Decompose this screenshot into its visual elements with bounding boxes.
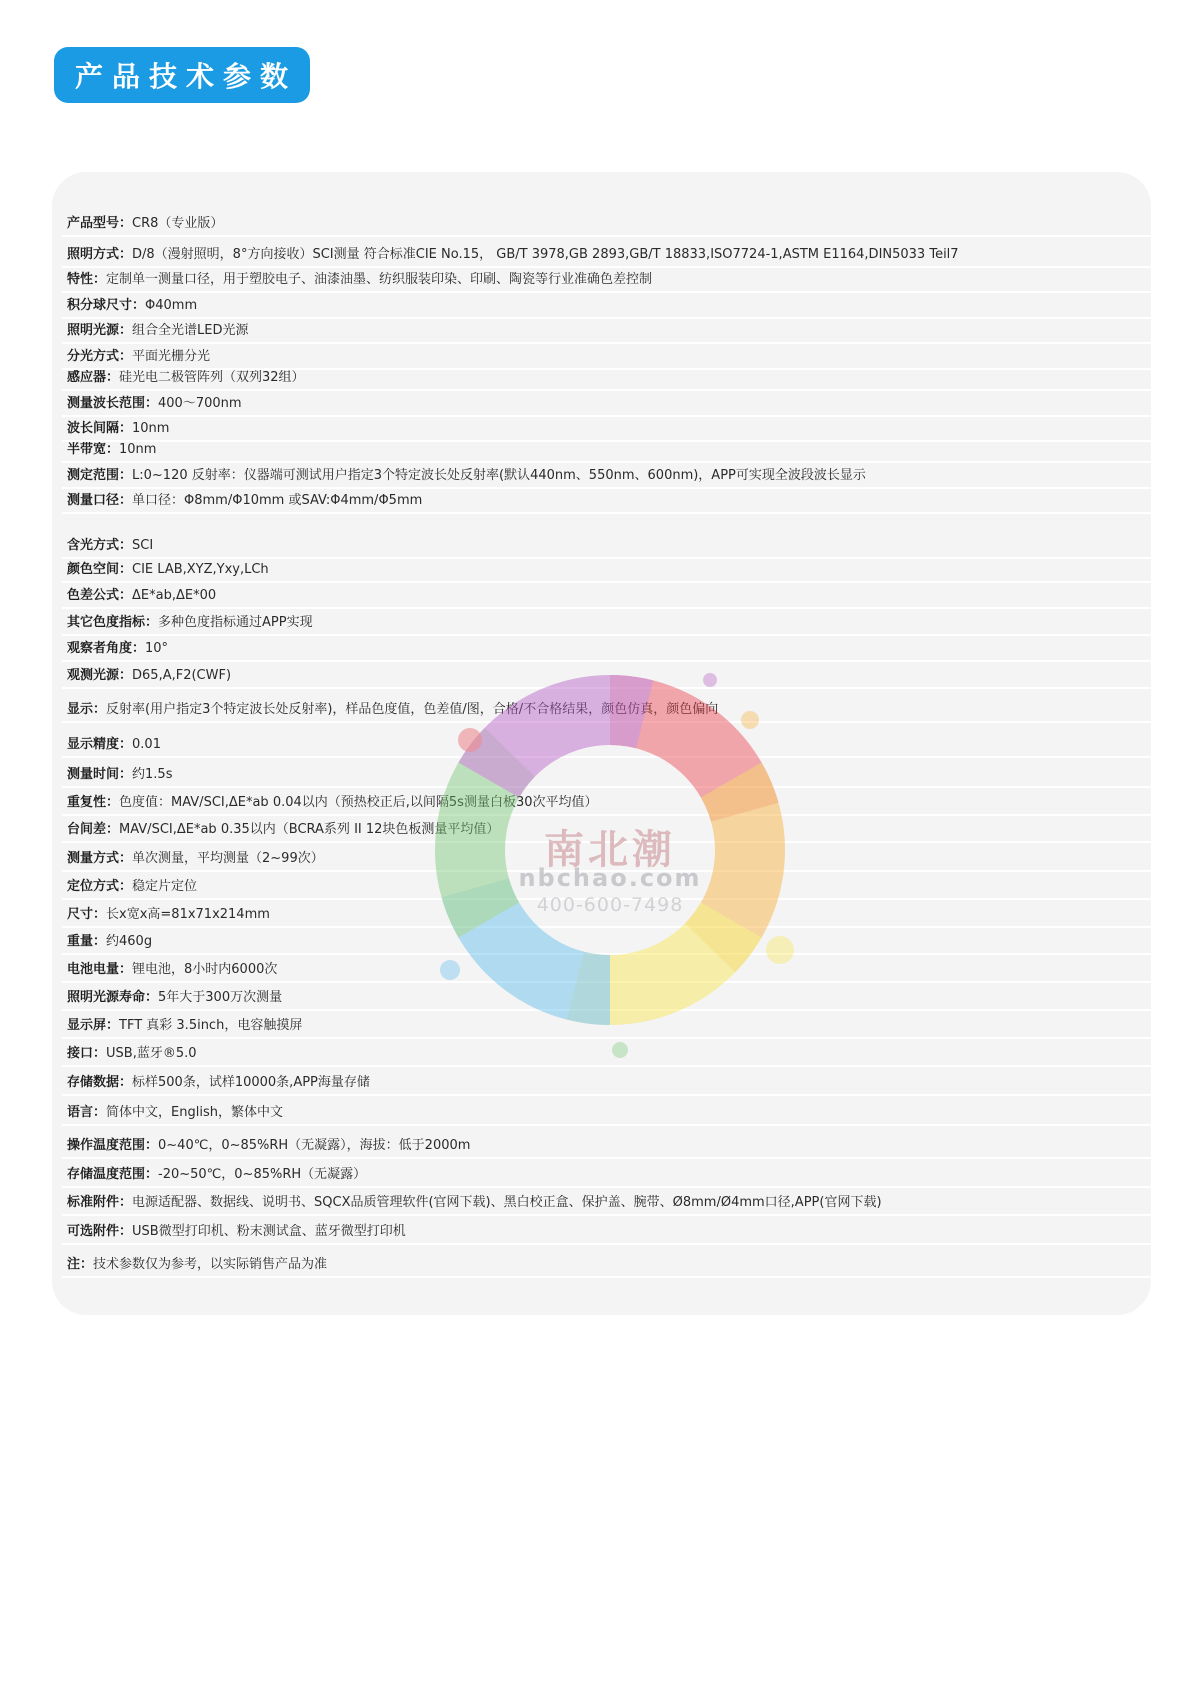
spec-label: 观测光源： bbox=[67, 668, 133, 683]
spec-row bbox=[62, 636, 1151, 662]
spec-label: 测量波长范围： bbox=[67, 396, 159, 411]
spec-label: 显示精度： bbox=[67, 737, 133, 752]
spec-row bbox=[62, 662, 1151, 689]
spec-label: 颜色空间： bbox=[67, 562, 133, 577]
spec-row bbox=[62, 463, 1151, 489]
spec-label: 含光方式： bbox=[67, 538, 133, 553]
spec-row bbox=[62, 723, 1151, 758]
spec-row bbox=[62, 583, 1151, 609]
spec-row bbox=[62, 370, 1151, 391]
spec-value: 多种色度指标通过APP实现 bbox=[158, 615, 313, 630]
spec-value: CIE LAB,XYZ,Yxy,LCh bbox=[132, 562, 269, 577]
spec-value: Φ40mm bbox=[145, 298, 198, 313]
spec-row bbox=[62, 1039, 1151, 1067]
spec-label: 重复性： bbox=[67, 795, 120, 810]
spec-row bbox=[62, 1216, 1151, 1245]
spec-label: 观察者角度： bbox=[67, 641, 146, 656]
spec-label: 特性： bbox=[67, 272, 107, 287]
spec-label: 可选附件： bbox=[67, 1224, 133, 1239]
spec-label: 其它色度指标： bbox=[67, 615, 159, 630]
spec-value: USB,蓝牙®5.0 bbox=[106, 1046, 197, 1061]
spec-label: 显示屏： bbox=[67, 1018, 120, 1033]
spec-value: D/8（漫射照明，8°方向接收）SCI测量 符合标准CIE No.15， GB/T 3978,GB 2893,GB/T 18833,ISO7724-1,ASTM E1164,DIN5033 Teil7 bbox=[132, 247, 959, 262]
spec-label: 产品型号： bbox=[67, 216, 133, 231]
spec-value: SCI bbox=[132, 538, 154, 553]
watermark-phone: 400-600-7498 bbox=[536, 894, 684, 916]
spec-row bbox=[62, 1159, 1151, 1188]
spec-value: 0.01 bbox=[132, 737, 161, 752]
spec-value: 10nm bbox=[132, 421, 170, 436]
spec-row bbox=[62, 514, 1151, 559]
spec-row bbox=[62, 788, 1151, 816]
spec-row bbox=[62, 489, 1151, 514]
spec-value: 400～700nm bbox=[158, 396, 242, 411]
section-title: 产品技术参数 bbox=[74, 60, 297, 93]
spec-label: 存储温度范围： bbox=[67, 1167, 159, 1182]
spec-row bbox=[62, 1126, 1151, 1159]
spec-row bbox=[62, 689, 1151, 723]
spec-value: TFT 真彩 3.5inch，电容触摸屏 bbox=[119, 1018, 303, 1033]
spec-value: 锂电池，8小时内6000次 bbox=[132, 962, 278, 977]
spec-value: 组合全光谱LED光源 bbox=[132, 323, 249, 338]
spec-row bbox=[62, 268, 1151, 293]
spec-row bbox=[62, 319, 1151, 344]
spec-value: 约1.5s bbox=[132, 767, 173, 782]
spec-label: 半带宽： bbox=[67, 442, 120, 457]
spec-label: 照明光源： bbox=[67, 323, 133, 338]
spec-row bbox=[62, 293, 1151, 319]
spec-value: MAV/SCI,ΔE*ab 0.35以内（BCRA系列 II 12块色板测量平均值） bbox=[119, 822, 500, 837]
spec-value: D65,A,F2(CWF) bbox=[132, 668, 232, 683]
spec-row bbox=[62, 442, 1151, 463]
spec-row bbox=[62, 816, 1151, 843]
spec-value: 单口径：Φ8mm/Φ10mm 或SAV:Φ4mm/Φ5mm bbox=[132, 493, 423, 508]
spec-row bbox=[62, 559, 1151, 583]
spec-row bbox=[62, 928, 1151, 955]
spec-value: CR8（专业版） bbox=[132, 216, 224, 231]
spec-value: 定制单一测量口径，用于塑胶电子、油漆油墨、纺织服装印染、印刷、陶瓷等行业准确色差控制 bbox=[106, 272, 653, 287]
spec-row bbox=[62, 609, 1151, 636]
spec-label: 测定范围： bbox=[67, 468, 133, 483]
spec-row bbox=[62, 1011, 1151, 1039]
spec-value: 反射率(用户指定3个特定波长处反射率)，样品色度值，色差值/图，合格/不合格结果，颜色仿真，颜色偏向 bbox=[106, 702, 719, 717]
spec-value: 5年大于300万次测量 bbox=[158, 990, 283, 1005]
spec-label: 色差公式： bbox=[67, 588, 133, 603]
section-title-badge bbox=[54, 47, 310, 103]
spec-panel bbox=[52, 172, 1151, 1315]
spec-label: 语言： bbox=[67, 1105, 107, 1120]
spec-row bbox=[62, 1188, 1151, 1216]
spec-row bbox=[62, 344, 1151, 370]
spec-value: 平面光栅分光 bbox=[132, 349, 211, 364]
spec-label: 测量口径： bbox=[67, 493, 133, 508]
spec-label: 测量方式： bbox=[67, 851, 133, 866]
spec-label: 积分球尺寸： bbox=[67, 298, 146, 313]
spec-value: 0~40℃，0~85%RH（无凝露），海拔：低于2000m bbox=[158, 1138, 471, 1153]
spec-label: 存储数据： bbox=[67, 1075, 133, 1090]
spec-row bbox=[62, 1096, 1151, 1126]
spec-label: 定位方式： bbox=[67, 879, 133, 894]
spec-value: 技术参数仅为参考，以实际销售产品为准 bbox=[93, 1257, 328, 1272]
spec-label: 波长间隔： bbox=[67, 421, 133, 436]
spec-row bbox=[62, 237, 1151, 268]
spec-label: 台间差： bbox=[67, 822, 120, 837]
spec-row bbox=[62, 210, 1151, 237]
watermark-brand-en: nbchao.com bbox=[518, 864, 702, 892]
spec-label: 重量： bbox=[67, 934, 107, 949]
spec-row bbox=[62, 900, 1151, 928]
spec-value: 单次测量，平均测量（2~99次） bbox=[132, 851, 324, 866]
spec-label: 测量时间： bbox=[67, 767, 133, 782]
watermark-brand-cn: 南北潮 bbox=[544, 827, 676, 873]
spec-label: 照明方式： bbox=[67, 247, 133, 262]
spec-row bbox=[62, 417, 1151, 442]
spec-row bbox=[62, 843, 1151, 872]
spec-label: 操作温度范围： bbox=[67, 1138, 159, 1153]
spec-row bbox=[62, 983, 1151, 1011]
spec-value: 简体中文，English，繁体中文 bbox=[106, 1105, 283, 1120]
spec-row bbox=[62, 758, 1151, 788]
spec-label: 电池电量： bbox=[67, 962, 133, 977]
spec-value: 色度值：MAV/SCI,ΔE*ab 0.04以内（预热校正后,以间隔5s测量白板30次平均值） bbox=[119, 795, 598, 810]
spec-value: 标样500条，试样10000条,APP海量存储 bbox=[132, 1075, 370, 1090]
spec-label: 感应器： bbox=[67, 370, 120, 385]
spec-value: USB微型打印机、粉末测试盒、蓝牙微型打印机 bbox=[132, 1224, 406, 1239]
spec-value: 约460g bbox=[106, 934, 153, 949]
spec-label: 接口： bbox=[67, 1046, 107, 1061]
spec-row bbox=[62, 1067, 1151, 1096]
spec-label: 尺寸： bbox=[67, 907, 107, 922]
spec-value: ΔE*ab,ΔE*00 bbox=[132, 588, 217, 603]
spec-value: 稳定片定位 bbox=[132, 879, 198, 894]
spec-label: 标准附件： bbox=[67, 1195, 133, 1210]
spec-row bbox=[62, 955, 1151, 983]
spec-label: 注： bbox=[67, 1257, 94, 1272]
spec-value: L:0~120 反射率：仪器端可测试用户指定3个特定波长处反射率(默认440nm、550nm、600nm)，APP可实现全波段波长显示 bbox=[132, 468, 866, 483]
spec-value: 电源适配器、数据线、说明书、SQCX品质管理软件(官网下载)、黑白校正盒、保护盖、腕带、Ø8mm/Ø4mm口径,APP(官网下载) bbox=[132, 1195, 882, 1210]
spec-label: 显示： bbox=[67, 702, 107, 717]
spec-value: 长x宽x高=81x71x214mm bbox=[106, 907, 270, 922]
spec-value: -20~50℃，0~85%RH（无凝露） bbox=[158, 1167, 367, 1182]
spec-row bbox=[62, 391, 1151, 417]
spec-row bbox=[62, 872, 1151, 900]
spec-value: 10nm bbox=[119, 442, 157, 457]
spec-value: 硅光电二极管阵列（双列32组） bbox=[119, 370, 305, 385]
spec-label: 照明光源寿命： bbox=[67, 990, 159, 1005]
spec-value: 10° bbox=[145, 641, 169, 656]
spec-row bbox=[62, 1245, 1151, 1278]
spec-label: 分光方式： bbox=[67, 349, 133, 364]
